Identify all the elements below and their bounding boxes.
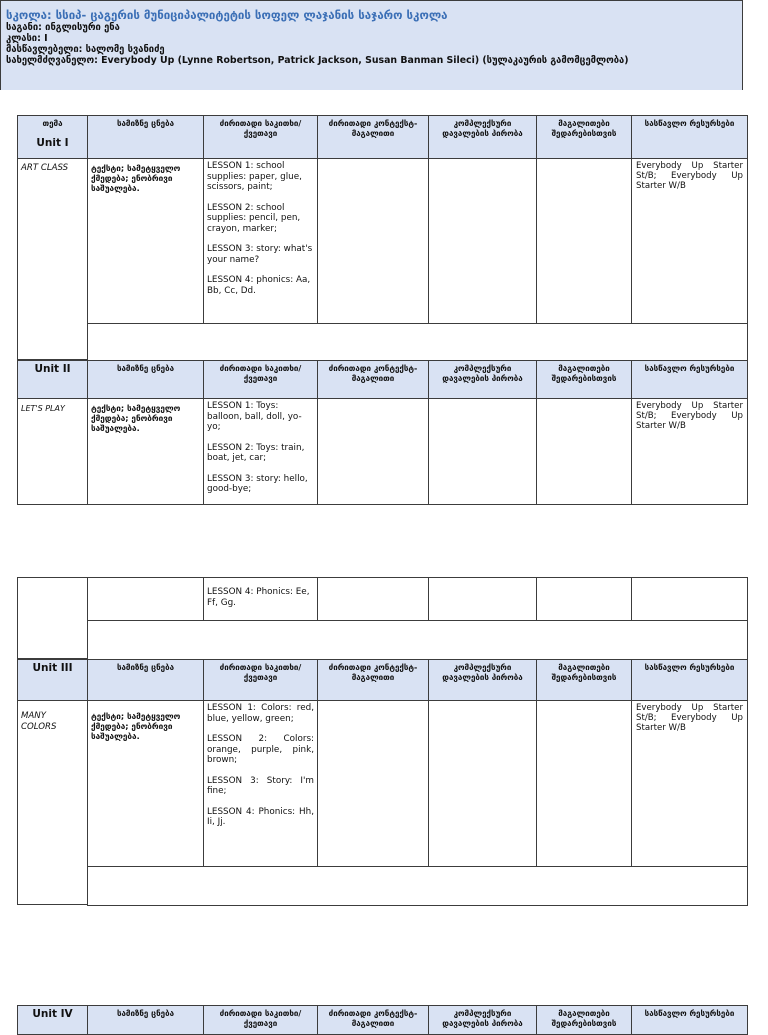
unit-3-context-cell <box>317 700 429 867</box>
column-header-main-issue: ძირითადი საკითხი/ ქვეთავი <box>203 360 318 399</box>
lesson-item: LESSON 1: Colors: red, blue, yellow, green; <box>207 703 314 724</box>
unit-2-concept: ტექსტი; სამეტყველო ქმედება; ენობრივი საშუალება. <box>87 398 204 505</box>
lesson-item: LESSON 2: Toys: train, boat, jet, car; <box>207 442 305 463</box>
column-header-topic-label: თემა <box>42 119 63 128</box>
unit-3-lessons <box>203 700 318 867</box>
subject-line: საგანი: ინგლისური ენა <box>6 22 120 33</box>
column-header-concept: სამიზნე ცნება <box>87 115 204 159</box>
unit-1-spacer-row <box>87 323 748 361</box>
column-header-resources: სასწავლო რესურსები <box>631 115 748 159</box>
unit-2-context-cell <box>317 398 429 505</box>
unit-1-task-cell <box>428 158 537 324</box>
column-header-resources: სასწავლო რესურსები <box>631 1005 748 1035</box>
unit-2-continued-concept-cell <box>87 577 204 621</box>
unit-3-task-cell <box>428 700 537 867</box>
column-header-main-context: ძირითადი კონტექსტ-მაგალითი <box>317 360 429 399</box>
column-header-main-context: ძირითადი კონტექსტ-მაგალითი <box>317 115 429 159</box>
column-header-resources: სასწავლო რესურსები <box>631 360 748 399</box>
document-header <box>0 0 743 90</box>
unit-3-spacer-row <box>87 866 748 906</box>
unit-2-continued-topic-cell <box>17 577 88 659</box>
unit-3-title: Unit III <box>32 662 73 674</box>
unit-4-title: Unit IV <box>32 1008 73 1020</box>
column-header-main-context: ძირითადი კონტექსტ-მაგალითი <box>317 659 429 701</box>
unit-2-resources: Everybody Up Starter St/B; Everybody Up Starter W/B <box>631 398 748 505</box>
unit-1-lessons <box>203 158 318 324</box>
column-header-examples: მაგალითები შედარებისთვის <box>536 360 632 399</box>
unit-2-spacer-row <box>87 620 748 660</box>
unit-1-title: Unit I <box>36 137 69 149</box>
column-header-main-issue: ძირითადი საკითხი/ ქვეთავი <box>203 115 318 159</box>
column-header-main-issue: ძირითადი საკითხი/ ქვეთავი <box>203 1005 318 1035</box>
column-header-complex-task: კომპლექსური დავალების პირობა <box>428 115 537 159</box>
unit-3-concept: ტექსტი; სამეტყველო ქმედება; ენობრივი საშუალება. <box>87 700 204 867</box>
unit-2-continued-lessons <box>203 577 318 621</box>
unit-3-examples-cell <box>536 700 632 867</box>
unit-3-header <box>17 659 88 701</box>
unit-2-topic: LET'S PLAY <box>17 398 88 505</box>
unit-2-continued-examples-cell <box>536 577 632 621</box>
unit-1-context-cell <box>317 158 429 324</box>
column-header-resources: სასწავლო რესურსები <box>631 659 748 701</box>
lesson-item: LESSON 4: Phonics: Ee, Ff, Gg. <box>207 587 310 608</box>
unit-2-examples-cell <box>536 398 632 505</box>
column-header-examples: მაგალითები შედარებისთვის <box>536 1005 632 1035</box>
column-header-examples: მაგალითები შედარებისთვის <box>536 659 632 701</box>
column-header-concept: სამიზნე ცნება <box>87 360 204 399</box>
column-header-main-issue: ძირითადი საკითხი/ ქვეთავი <box>203 659 318 701</box>
unit-2-header <box>17 360 88 399</box>
lesson-item: LESSON 3: story: what's your name? <box>207 244 313 265</box>
lesson-item: LESSON 3: Story: I'm fine; <box>207 775 314 796</box>
lesson-item: LESSON 4: Phonics: Hh, Ii, Jj. <box>207 806 314 827</box>
unit-2-continued-context-cell <box>317 577 429 621</box>
lesson-item: LESSON 2: Colors: orange, purple, pink, brown; <box>207 734 314 765</box>
lesson-item: LESSON 1: Toys: balloon, ball, doll, yo-yo; <box>207 401 302 432</box>
textbook-line: სახელმძღვანელო: Everybody Up (Lynne Robertson, Patrick Jackson, Susan Banman Sileci) (სულაკაურის გამომცემლობა) <box>6 55 629 66</box>
unit-1-topic: ART CLASS <box>17 158 88 360</box>
unit-1-examples-cell <box>536 158 632 324</box>
unit-2-title: Unit II <box>34 363 71 375</box>
column-header-concept: სამიზნე ცნება <box>87 659 204 701</box>
unit-1-concept: ტექსტი; სამეტყველო ქმედება; ენობრივი საშუალება. <box>87 158 204 324</box>
unit-2-continued-resources-cell <box>631 577 748 621</box>
lesson-item: LESSON 2: school supplies: pencil, pen, crayon, marker; <box>207 202 301 234</box>
unit-2-task-cell <box>428 398 537 505</box>
unit-3-topic: MANY COLORS <box>17 700 88 905</box>
column-header-main-context: ძირითადი კონტექსტ-მაგალითი <box>317 1005 429 1035</box>
column-header-complex-task: კომპლექსური დავალების პირობა <box>428 659 537 701</box>
school-name: სკოლა: სსიპ- ცაგერის მუნიციპალიტეტის სოფელ ლაჯანის საჯარო სკოლა <box>6 8 448 22</box>
unit-3-resources: Everybody Up Starter St/B; Everybody Up Starter W/B <box>631 700 748 867</box>
unit-4-header <box>17 1005 88 1035</box>
column-header-topic <box>17 115 88 159</box>
column-header-concept: სამიზნე ცნება <box>87 1005 204 1035</box>
grade-line: კლასი: I <box>6 33 48 44</box>
unit-2-continued-task-cell <box>428 577 537 621</box>
lesson-item: LESSON 1: school supplies: paper, glue, scissors, paint; <box>207 161 302 192</box>
unit-2-lessons <box>203 398 318 505</box>
lesson-item: LESSON 3: story: hello, good-bye; <box>207 473 308 494</box>
column-header-complex-task: კომპლექსური დავალების პირობა <box>428 1005 537 1035</box>
lesson-item: LESSON 4: phonics: Aa, Bb, Cc, Dd. <box>207 275 311 296</box>
teacher-line: მასწავლებელი: სალომე სვანიძე <box>6 44 165 55</box>
column-header-examples: მაგალითები შედარებისთვის <box>536 115 632 159</box>
unit-1-resources: Everybody Up Starter St/B; Everybody Up Starter W/B <box>631 158 748 324</box>
column-header-complex-task: კომპლექსური დავალების პირობა <box>428 360 537 399</box>
